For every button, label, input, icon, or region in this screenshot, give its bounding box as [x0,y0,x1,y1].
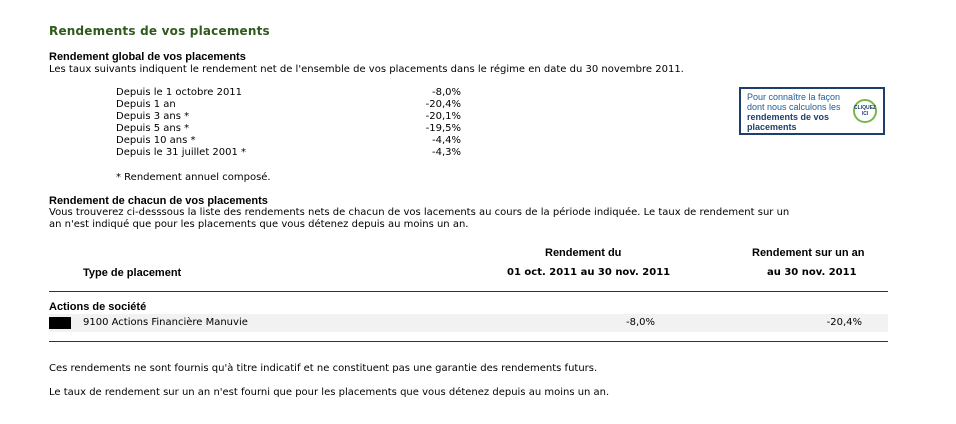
info-box-lead: Pour connaître la façon dont nous calculons les [747,92,841,112]
info-box-strong: rendements de vos placements [747,112,830,132]
page-title: Rendements de vos placements [49,24,270,38]
return-period-label: Depuis le 1 octobre 2011 [116,87,243,98]
col-type-header: Type de placement [83,267,182,279]
return-period-label: Depuis 10 ans * [116,135,196,146]
fund-year-return: -20,4% [826,317,862,328]
detail-return-heading: Rendement de chacun de vos placements [49,195,268,207]
detail-intro-line-2: an n'est indiqué que pour les placements que vous détenez depuis au moins un an. [49,219,469,230]
col-period-dates: 01 oct. 2011 au 30 nov. 2011 [507,267,671,278]
return-period-label: Depuis le 31 juillet 2001 * [116,147,247,158]
click-here-badge-icon[interactable] [853,99,877,123]
return-period-label: Depuis 5 ans * [116,123,190,134]
global-return-list [116,87,461,159]
compound-footnote: * Rendement annuel composé. [116,172,271,183]
return-row [116,135,461,147]
fund-period-return: -8,0% [625,317,655,328]
table-header-divider [49,291,888,292]
return-row [116,147,461,159]
badge-line-1: CLIQUEZ [854,105,876,111]
return-row [116,123,461,135]
return-value: -20,4% [425,99,461,110]
return-value: -8,0% [431,87,461,98]
fund-name: 9100 Actions Financière Manuvie [83,317,248,328]
disclaimer-indicative: Ces rendements ne sont fournis qu'à titre indicatif et ne constituent pas une garantie des rendements futurs. [49,363,598,374]
return-value: -4,4% [431,135,461,146]
global-return-intro: Les taux suivants indiquent le rendement net de l'ensemble de vos placements dans le régime en date du 30 novembre 2011. [49,64,684,75]
return-row [116,87,461,99]
return-value: -4,3% [431,147,461,158]
col-period-label: Rendement du [545,247,622,259]
return-period-label: Depuis 1 an [116,99,176,110]
col-year-dates: au 30 nov. 2011 [767,267,857,278]
detail-intro-line-1: Vous trouverez ci-desssous la liste des rendements nets de chacun de vos lacements au cours de la période indiquée. Le taux de rendement sur un [49,207,790,218]
return-value: -19,5% [425,123,461,134]
table-bottom-divider [49,341,888,342]
category-heading: Actions de société [49,301,147,313]
fund-color-swatch [49,317,71,329]
return-period-label: Depuis 3 ans * [116,111,190,122]
return-value: -20,1% [425,111,461,122]
return-row [116,99,461,111]
table-row [49,314,888,332]
col-year-label: Rendement sur un an [752,247,865,259]
info-box-text [747,92,851,132]
calculation-info-link[interactable] [739,87,885,135]
badge-line-2: ICI [861,111,869,117]
disclaimer-one-year: Le taux de rendement sur un an n'est fourni que pour les placements que vous détenez depuis au moins un an. [49,387,610,398]
return-row [116,111,461,123]
global-return-heading: Rendement global de vos placements [49,51,246,63]
